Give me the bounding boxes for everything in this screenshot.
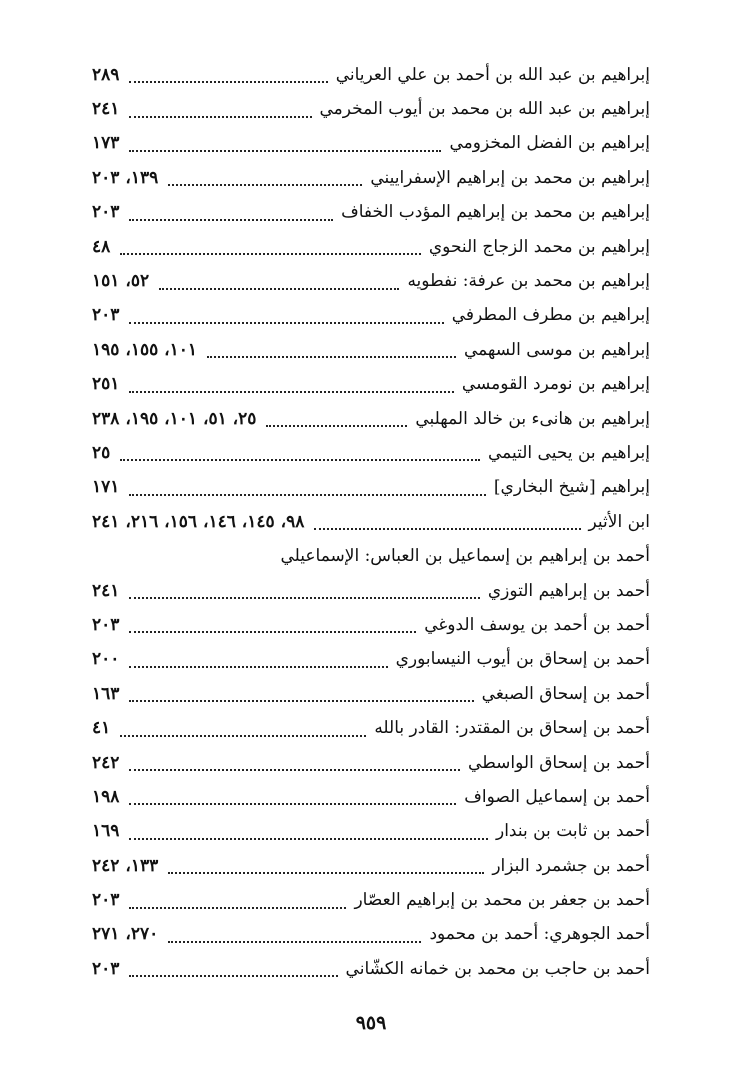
index-entry (92, 780, 650, 814)
index-entry (92, 608, 650, 642)
dot-leader (129, 692, 473, 702)
index-entry (92, 505, 650, 539)
index-entry (92, 368, 650, 402)
index-entry (92, 815, 650, 849)
index-entry (92, 58, 650, 92)
dot-leader (120, 727, 366, 737)
index-entry (92, 918, 650, 952)
entry-name: إبراهيم [شيخ البخاري] (493, 477, 650, 498)
dot-leader (129, 623, 416, 633)
dot-leader (129, 658, 387, 668)
entry-pages: ٢٠٣ (92, 614, 120, 635)
entry-pages: ١٧٣ (92, 133, 120, 154)
index-entry (92, 849, 650, 883)
page-number: ٩٥٩ (355, 1012, 387, 1034)
index-entry (92, 402, 650, 436)
entry-pages: ١٣٩، ٢٠٣ (92, 167, 159, 188)
dot-leader (129, 967, 337, 977)
dot-leader (129, 486, 486, 496)
index-entry (92, 299, 650, 333)
entry-name: أحمد بن إسحاق بن أيوب النيسابوري (395, 649, 650, 670)
entry-pages: ٢٠٣ (92, 202, 120, 223)
entry-name: إبراهيم بن موسى السهمي (463, 339, 650, 360)
entry-pages: ٢٠٠ (92, 649, 120, 670)
index-entry (92, 883, 650, 917)
entry-pages: ١٣٣، ٢٤٢ (92, 855, 159, 876)
entry-pages: ٢٤١ (92, 580, 120, 601)
entry-pages: ٢٠٣ (92, 890, 120, 911)
entry-name: إبراهيم بن محمد الزجاج النحوي (428, 236, 650, 257)
entry-name: أحمد بن حاجب بن محمد بن خمانه الكشّاني (345, 958, 650, 979)
entry-pages: ٢٠٣ (92, 305, 120, 326)
entry-pages: ٢٥ (92, 442, 111, 463)
dot-leader (120, 451, 480, 461)
entry-name: إبراهيم بن نومرد القومسي (461, 374, 650, 395)
entry-pages: ٥٢، ١٥١ (92, 271, 150, 292)
dot-leader (168, 176, 362, 186)
entry-name: إبراهيم بن عبد الله بن محمد بن أيوب المخرمي (319, 99, 650, 120)
index-entry (92, 92, 650, 126)
entry-pages: ١٦٩ (92, 821, 120, 842)
dot-leader (159, 280, 399, 290)
entry-name: إبراهيم بن الفضل المخزومي (449, 133, 650, 154)
entry-pages: ٢٥١ (92, 374, 120, 395)
index-entry (92, 711, 650, 745)
entry-name: أحمد بن إسحاق الصبغي (481, 683, 650, 704)
entry-name: إبراهيم بن محمد بن عرفة: نفطويه (407, 271, 650, 292)
index-entry (92, 333, 650, 367)
index-list (92, 58, 650, 987)
dot-leader (266, 417, 407, 427)
index-entry (92, 230, 650, 264)
entry-name: أحمد بن إبراهيم التوزي (487, 580, 650, 601)
dot-leader (129, 108, 311, 118)
entry-name: ابن الأثير (588, 511, 650, 532)
entry-pages: ٩٨، ١٤٥، ١٤٦، ١٥٦، ٢١٦، ٢٤١ (92, 511, 305, 532)
dot-leader (129, 899, 346, 909)
index-entry (92, 952, 650, 986)
index-entry (92, 161, 650, 195)
index-entry (92, 539, 650, 573)
entry-pages: ١٧١ (92, 477, 120, 498)
entry-pages: ١٠١، ١٥٥، ١٩٥ (92, 339, 198, 360)
index-entry (92, 436, 650, 470)
dot-leader (168, 933, 421, 943)
index-entry (92, 643, 650, 677)
entry-name: أحمد بن أحمد بن يوسف الدوغي (424, 614, 650, 635)
entry-pages: ١٩٨ (92, 786, 120, 807)
entry-pages: ٤٨ (92, 236, 111, 257)
dot-leader (129, 830, 488, 840)
index-entry (92, 574, 650, 608)
dot-leader (120, 245, 421, 255)
dot-leader (129, 589, 479, 599)
entry-name: أحمد بن إسماعيل الصواف (464, 786, 650, 807)
entry-pages: ٢٠٣ (92, 958, 120, 979)
entry-name: إبراهيم بن عبد الله بن أحمد بن علي العرياني (335, 64, 650, 85)
entry-pages: ١٦٣ (92, 683, 120, 704)
dot-leader (129, 761, 460, 771)
entry-pages: ٢٤١ (92, 99, 120, 120)
dot-leader (129, 314, 443, 324)
dot-leader (129, 795, 456, 805)
dot-leader (207, 348, 456, 358)
entry-name: إبراهيم بن هانىء بن خالد المهلبي (415, 408, 650, 429)
entry-name: أحمد بن جعفر بن محمد بن إبراهيم العصّار (354, 890, 650, 911)
index-entry (92, 471, 650, 505)
entry-name: إبراهيم بن محمد بن إبراهيم الإسفراييني (370, 167, 650, 188)
dot-leader (129, 73, 327, 83)
dot-leader (314, 520, 580, 530)
dot-leader (129, 142, 441, 152)
entry-name: أحمد بن إسحاق بن المقتدر: القادر بالله (374, 718, 650, 739)
dot-leader (129, 211, 333, 221)
entry-pages: ٢٧٠، ٢٧١ (92, 924, 159, 945)
index-entry (92, 677, 650, 711)
entry-name: أحمد الجوهري: أحمد بن محمود (429, 924, 650, 945)
dot-leader (129, 383, 453, 393)
index-entry (92, 196, 650, 230)
entry-name: أحمد بن ثابت بن بندار (496, 821, 650, 842)
entry-name: إبراهيم بن يحيى التيمي (487, 442, 650, 463)
index-entry (92, 127, 650, 161)
entry-pages: ٢٨٩ (92, 64, 120, 85)
entry-name: أحمد بن جشمرد البزار (492, 855, 650, 876)
entry-name: أحمد بن إبراهيم بن إسماعيل بن العباس: الإسماعيلي (280, 546, 650, 567)
index-entry (92, 746, 650, 780)
entry-name: إبراهيم بن محمد بن إبراهيم المؤدب الخفاف (341, 202, 650, 223)
entry-name: أحمد بن إسحاق الواسطي (468, 752, 650, 773)
entry-pages: ٢٥، ٥١، ١٠١، ١٩٥، ٢٣٨ (92, 408, 257, 429)
entry-pages: ٢٤٢ (92, 752, 120, 773)
dot-leader (168, 864, 484, 874)
entry-pages: ٤١ (92, 718, 111, 739)
index-entry (92, 264, 650, 298)
entry-name: إبراهيم بن مطرف المطرفي (451, 305, 650, 326)
